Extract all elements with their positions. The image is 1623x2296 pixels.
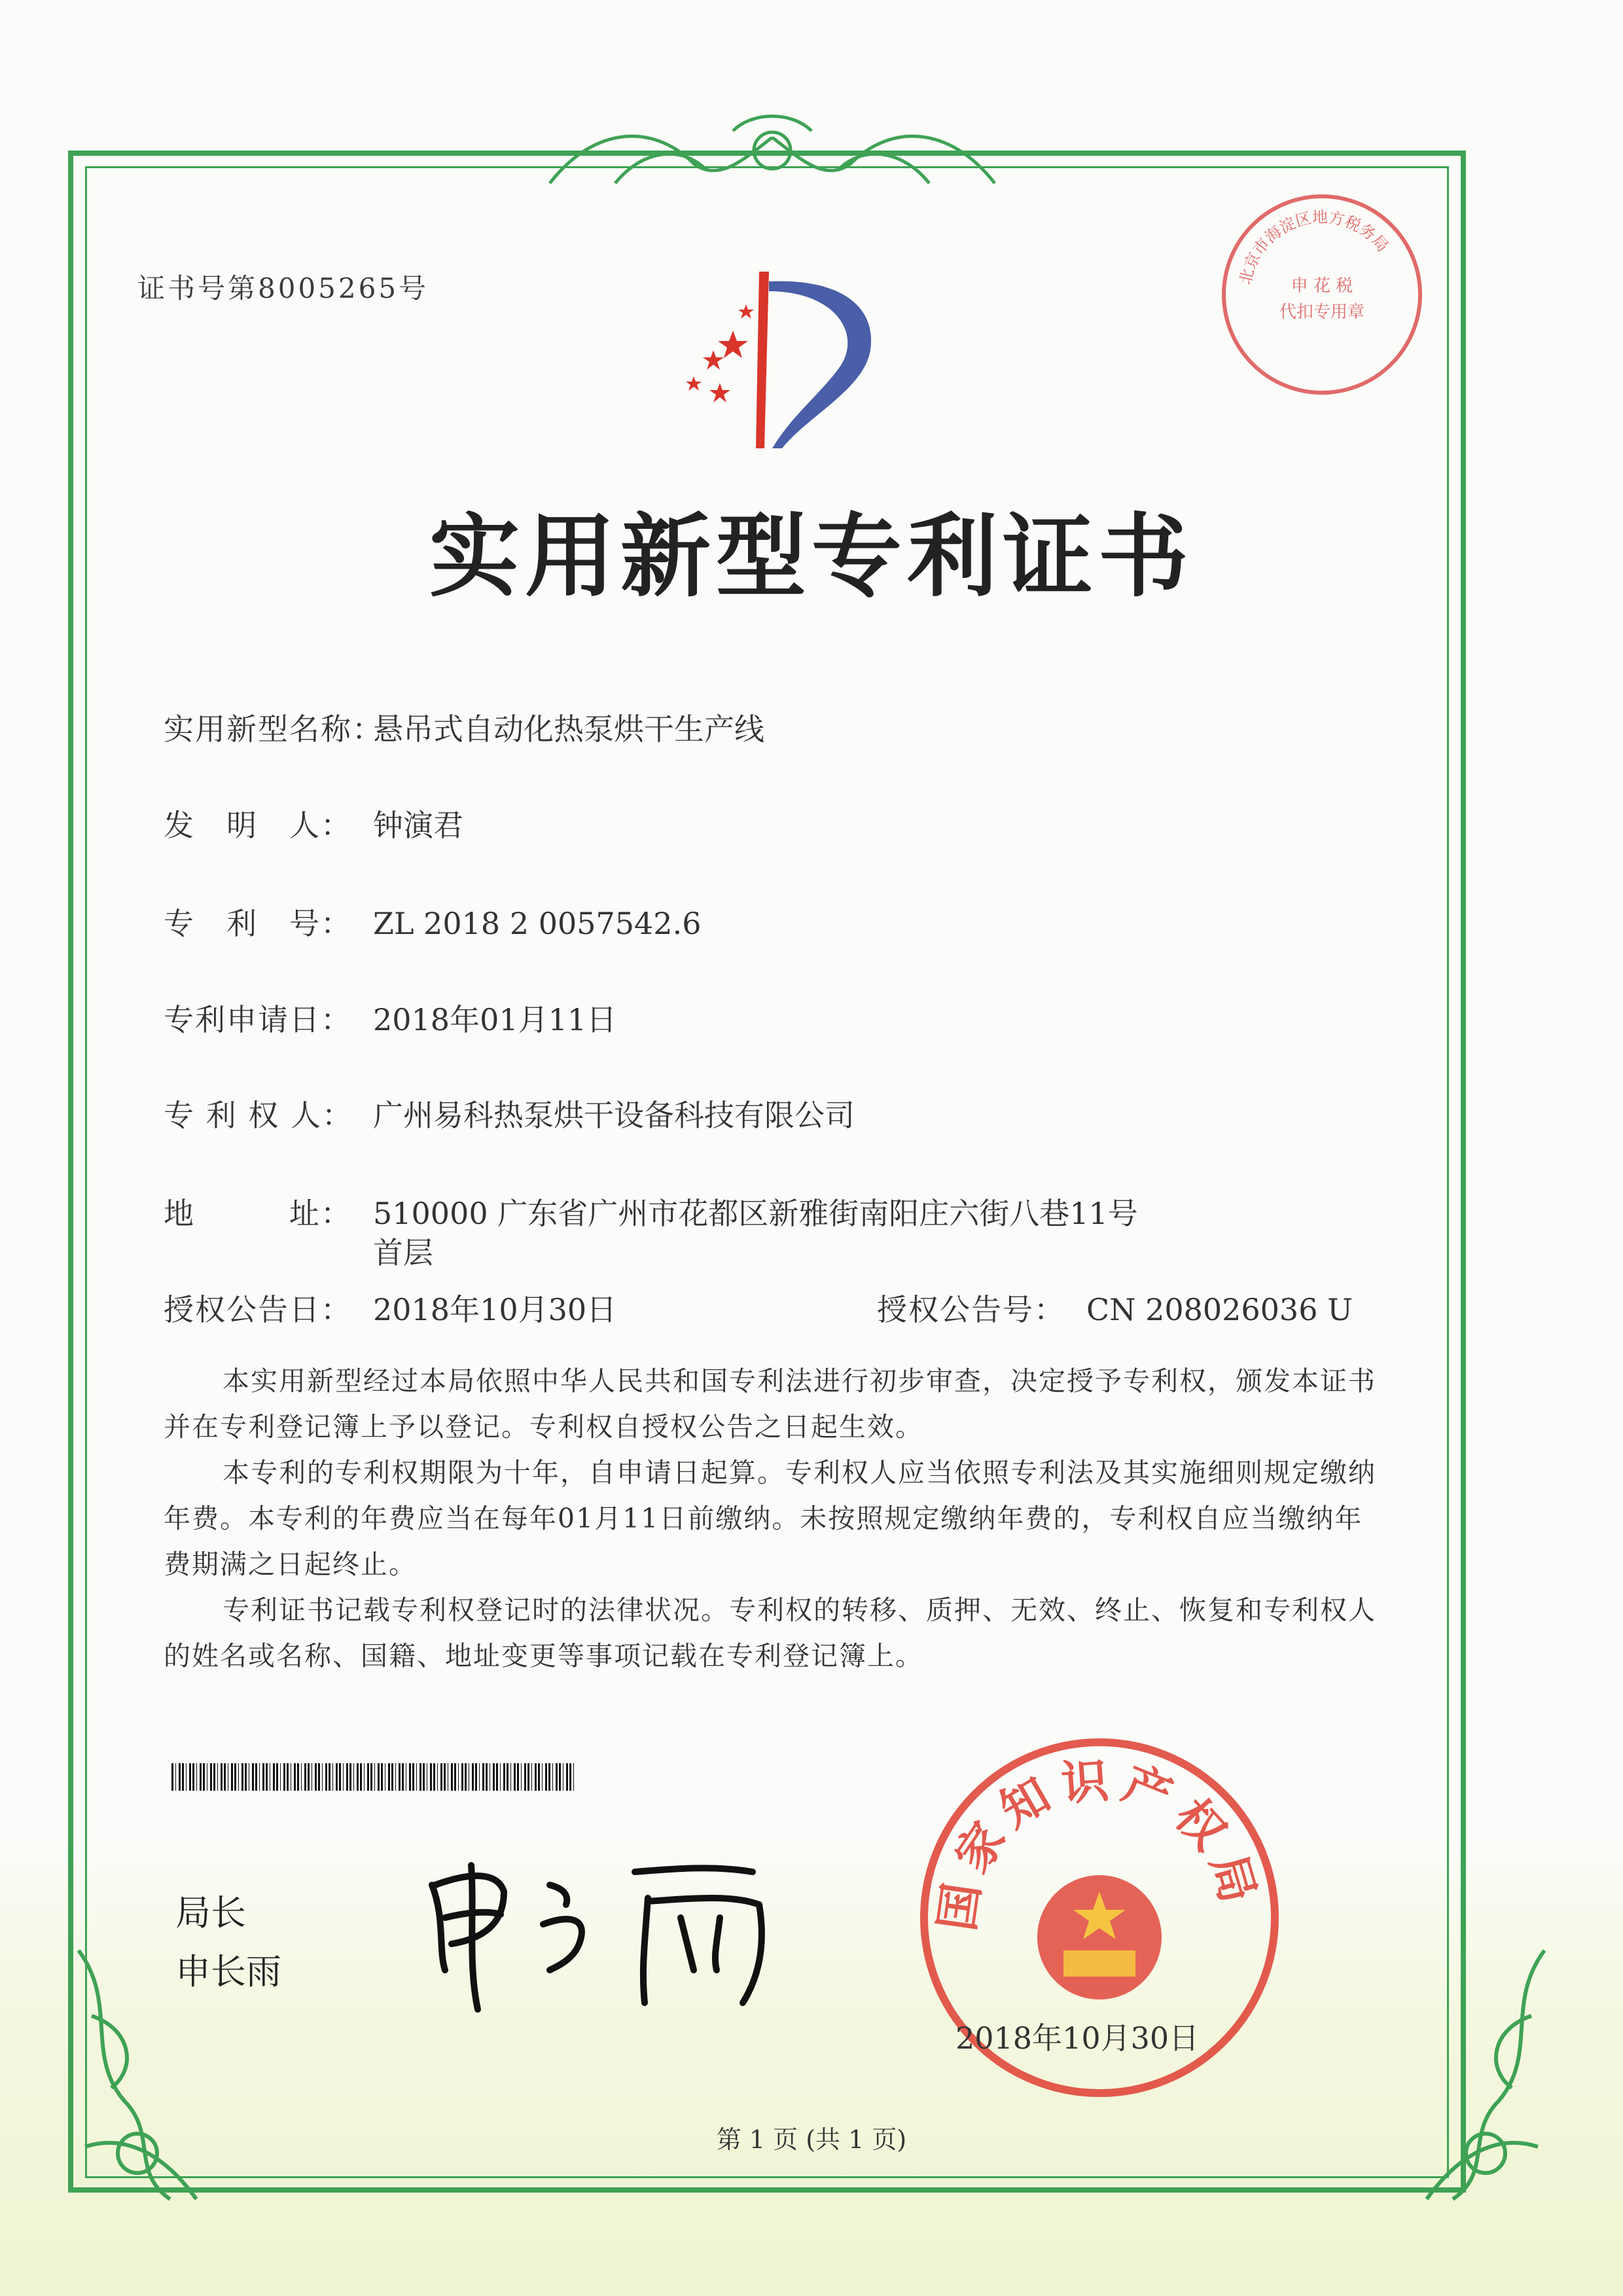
field-label: 授权公告号： [877, 1292, 1065, 1327]
field-label: 专利申请日： [164, 1002, 352, 1037]
seal-date: 2018年10月30日 [955, 2020, 1200, 2056]
agency-seal [1214, 187, 1430, 403]
field-filing-date [164, 996, 616, 1039]
address: 510000 广东省广州市花都区新雅街南阳庄六街八巷11号 [373, 1196, 1138, 1231]
bottom-right-ornament [1414, 1937, 1558, 2212]
field-label: 专 利 号： [164, 906, 352, 941]
certificate-title: 实用新型专利证书 [429, 503, 1194, 609]
field-address [164, 1190, 1138, 1233]
field-grant-number [877, 1286, 1353, 1329]
field-label: 发 明 人： [164, 808, 352, 843]
director-title: 局长 [175, 1892, 246, 1933]
field-label: 实用新型名称： [164, 711, 383, 747]
patent-number: ZL 2018 2 0057542.6 [373, 906, 702, 941]
agency-seal-ring-text: 北京市海淀区地方税务局 [1236, 207, 1392, 287]
seal-ring-text: 国家知识产权局 [928, 1751, 1270, 1935]
inventor-name: 钟演君 [373, 808, 463, 843]
director-name: 申长雨 [175, 1951, 281, 1992]
cnipa-logo [648, 265, 897, 455]
certificate-number: 证书号第8005265号 [137, 272, 429, 304]
agency-seal-inner-1: 申 花 税 [1291, 276, 1353, 296]
paragraph-2: 本专利的专利权期限为十年，自申请日起算。专利权人应当依照专利法及其实施细则规定缴纳年费。本专利的年费应当在每年01月11日前缴纳。未按照规定缴纳年费的，专利权自应当缴纳年费期满之日起终止。 [164, 1457, 1376, 1580]
agency-seal-inner-2: 代扣专用章 [1279, 302, 1365, 322]
field-label: 授权公告日： [164, 1292, 352, 1327]
director-signature [419, 1846, 785, 2016]
page-footer: 第 1 页 (共 1 页) [716, 2125, 907, 2154]
field-utility-model-name [164, 706, 764, 749]
grant-date: 2018年10月30日 [373, 1292, 617, 1327]
address-line-2: 首层 [373, 1235, 433, 1270]
filing-date: 2018年01月11日 [373, 1002, 617, 1037]
grant-number: CN 208026036 U [1086, 1292, 1353, 1327]
utility-model-name: 悬吊式自动化热泵烘干生产线 [373, 711, 764, 747]
field-inventor [164, 802, 463, 845]
paragraph-3: 专利证书记载专利权登记时的法律状况。专利权的转移、质押、无效、终止、恢复和专利权人的姓名或名称、国籍、地址变更等事项记载在专利登记簿上。 [164, 1594, 1376, 1672]
barcode [171, 1763, 576, 1791]
field-grant-date [164, 1286, 616, 1329]
field-patent-number [164, 900, 701, 943]
field-label: 专 利 权 人： [164, 1098, 353, 1133]
field-label: 地 址： [164, 1196, 352, 1231]
paragraph-1: 本实用新型经过本局依照中华人民共和国专利法进行初步审查，决定授予专利权，颁发本证书并在专利登记簿上予以登记。专利权自授权公告之日起生效。 [164, 1365, 1376, 1443]
patentee-name: 广州易科热泵烘干设备科技有限公司 [373, 1098, 855, 1133]
field-patentee [164, 1092, 855, 1135]
